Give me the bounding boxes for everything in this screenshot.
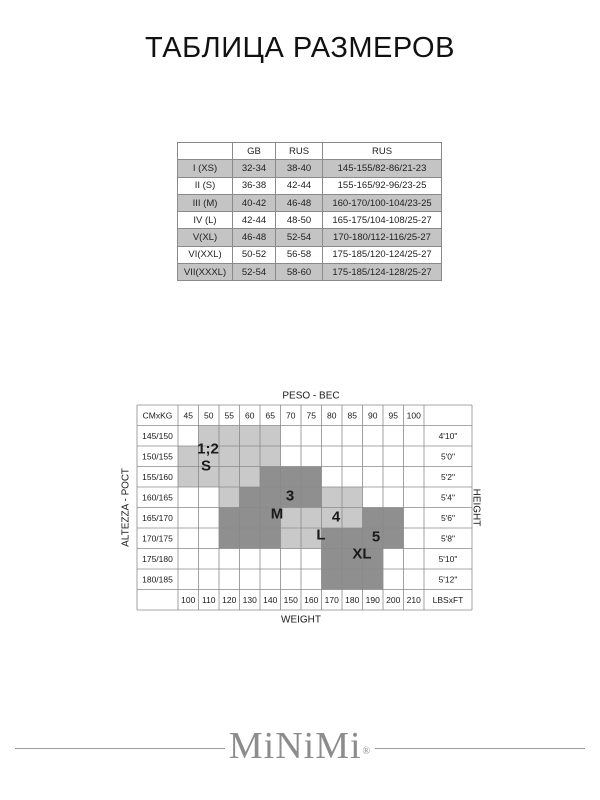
brand-logo bbox=[0, 726, 600, 766]
table-cell: IV (L) bbox=[178, 212, 233, 229]
lbs-tick-label: 100 bbox=[181, 594, 196, 605]
cm-tick-label: 155/160 bbox=[142, 471, 173, 482]
brand-name: MiNiMi bbox=[228, 725, 362, 767]
kg-tick-label: 55 bbox=[224, 410, 234, 421]
lbs-tick-label: 170 bbox=[324, 594, 339, 605]
height-axis-label-left: ALTEZZA - РОСТ bbox=[120, 468, 132, 547]
lbs-tick-label: 210 bbox=[406, 594, 421, 605]
table-cell: 50-52 bbox=[233, 246, 276, 263]
ft-tick-label: 5'12" bbox=[438, 574, 458, 585]
kg-tick-label: 100 bbox=[406, 410, 421, 421]
header-cell: RUS bbox=[276, 143, 323, 160]
cm-tick-label: 150/155 bbox=[142, 451, 173, 462]
table-cell: 160-170/100-104/23-25 bbox=[323, 194, 442, 211]
cm-tick-label: 170/175 bbox=[142, 533, 173, 544]
ft-tick-label: 5'6" bbox=[440, 512, 456, 523]
page-title: ТАБЛИЦА РАЗМЕРОВ bbox=[145, 32, 455, 64]
kg-tick-label: 70 bbox=[286, 410, 296, 421]
kg-tick-label: 45 bbox=[183, 410, 193, 421]
table-row bbox=[178, 264, 442, 281]
ft-tick-label: 5'10" bbox=[438, 553, 458, 564]
table-cell: 36-38 bbox=[233, 177, 276, 194]
table-cell: 46-48 bbox=[233, 229, 276, 246]
zone-s-number: 1;2 bbox=[197, 440, 219, 458]
lbs-tick-label: 120 bbox=[222, 594, 237, 605]
table-cell: 42-44 bbox=[233, 212, 276, 229]
table-cell: 175-185/120-124/25-27 bbox=[323, 246, 442, 263]
header-cell bbox=[178, 143, 233, 160]
table-cell: VI(XXL) bbox=[178, 246, 233, 263]
lbs-tick-label: 110 bbox=[201, 594, 216, 605]
table-cell: 58-60 bbox=[276, 264, 323, 281]
table-cell: 170-180/112-116/25-27 bbox=[323, 229, 442, 246]
table-row bbox=[178, 160, 442, 177]
registered-mark: ® bbox=[362, 746, 372, 757]
table-cell: VII(XXXL) bbox=[178, 264, 233, 281]
weight-axis-label-bottom: WEIGHT bbox=[281, 614, 321, 626]
zone-xl-size: XL bbox=[352, 545, 372, 563]
table-cell: III (M) bbox=[178, 194, 233, 211]
table-cell: 46-48 bbox=[276, 194, 323, 211]
cm-tick-label: 165/170 bbox=[142, 512, 173, 523]
corner-label-top: CMxKG bbox=[142, 410, 173, 421]
table-cell: 175-185/124-128/25-27 bbox=[323, 264, 442, 281]
size-chart-svg bbox=[0, 380, 600, 630]
table-cell: II (S) bbox=[178, 177, 233, 194]
lbs-tick-label: 140 bbox=[263, 594, 278, 605]
kg-tick-label: 65 bbox=[265, 410, 275, 421]
table-cell: 52-54 bbox=[276, 229, 323, 246]
cm-tick-label: 160/165 bbox=[142, 492, 173, 503]
table-cell: 42-44 bbox=[276, 177, 323, 194]
table-cell: 48-50 bbox=[276, 212, 323, 229]
ft-tick-label: 5'4" bbox=[440, 492, 456, 503]
lbs-tick-label: 130 bbox=[242, 594, 257, 605]
table-cell: 56-58 bbox=[276, 246, 323, 263]
table-cell: 165-175/104-108/25-27 bbox=[323, 212, 442, 229]
table-row bbox=[178, 212, 442, 229]
zone-l-number: 4 bbox=[331, 508, 341, 526]
lbs-tick-label: 150 bbox=[283, 594, 298, 605]
table-header bbox=[178, 143, 442, 160]
kg-tick-label: 95 bbox=[388, 410, 398, 421]
lbs-tick-label: 200 bbox=[386, 594, 401, 605]
weight-axis-label-top: PESO - ВЕС bbox=[282, 390, 340, 402]
table-cell: I (XS) bbox=[178, 160, 233, 177]
kg-tick-label: 60 bbox=[245, 410, 255, 421]
table-cell: 52-54 bbox=[233, 264, 276, 281]
ft-tick-label: 5'2" bbox=[440, 471, 456, 482]
height-axis-label-right: HEIGHT bbox=[470, 488, 482, 527]
kg-tick-label: 90 bbox=[368, 410, 378, 421]
header-cell: GB bbox=[233, 143, 276, 160]
zone-xl-number: 5 bbox=[371, 528, 381, 546]
table-cell: 155-165/92-96/23-25 bbox=[323, 177, 442, 194]
header-cell: RUS bbox=[323, 143, 442, 160]
cm-tick-label: 180/185 bbox=[142, 574, 173, 585]
table-cell: 145-155/82-86/21-23 bbox=[323, 160, 442, 177]
size-chart bbox=[0, 380, 600, 630]
cm-tick-label: 175/180 bbox=[142, 553, 173, 564]
table-row bbox=[178, 194, 442, 211]
lbs-tick-label: 180 bbox=[345, 594, 360, 605]
lbs-tick-label: 160 bbox=[304, 594, 319, 605]
zone-m-number: 3 bbox=[285, 487, 295, 505]
table-row bbox=[178, 177, 442, 194]
kg-tick-label: 75 bbox=[306, 410, 316, 421]
table-cell: 32-34 bbox=[233, 160, 276, 177]
table-row bbox=[178, 246, 442, 263]
kg-tick-label: 85 bbox=[347, 410, 357, 421]
zone-l-size: L bbox=[316, 526, 326, 544]
lbs-tick-label: 190 bbox=[365, 594, 380, 605]
kg-tick-label: 80 bbox=[327, 410, 337, 421]
table-row bbox=[178, 229, 442, 246]
size-table bbox=[177, 142, 442, 281]
table-cell: 40-42 bbox=[233, 194, 276, 211]
zone-s-shape bbox=[178, 446, 281, 467]
zone-m-shape bbox=[260, 467, 322, 488]
zone-m-size: M bbox=[270, 505, 284, 523]
ft-tick-label: 5'8" bbox=[440, 533, 456, 544]
zone-s-size: S bbox=[200, 457, 212, 475]
cm-tick-label: 145/150 bbox=[142, 430, 173, 441]
ft-tick-label: 5'0" bbox=[440, 451, 456, 462]
table-cell: 38-40 bbox=[276, 160, 323, 177]
kg-tick-label: 50 bbox=[204, 410, 214, 421]
corner-label-bottom: LBSxFT bbox=[432, 594, 464, 605]
table-cell: V(XL) bbox=[178, 229, 233, 246]
ft-tick-label: 4'10" bbox=[438, 430, 458, 441]
